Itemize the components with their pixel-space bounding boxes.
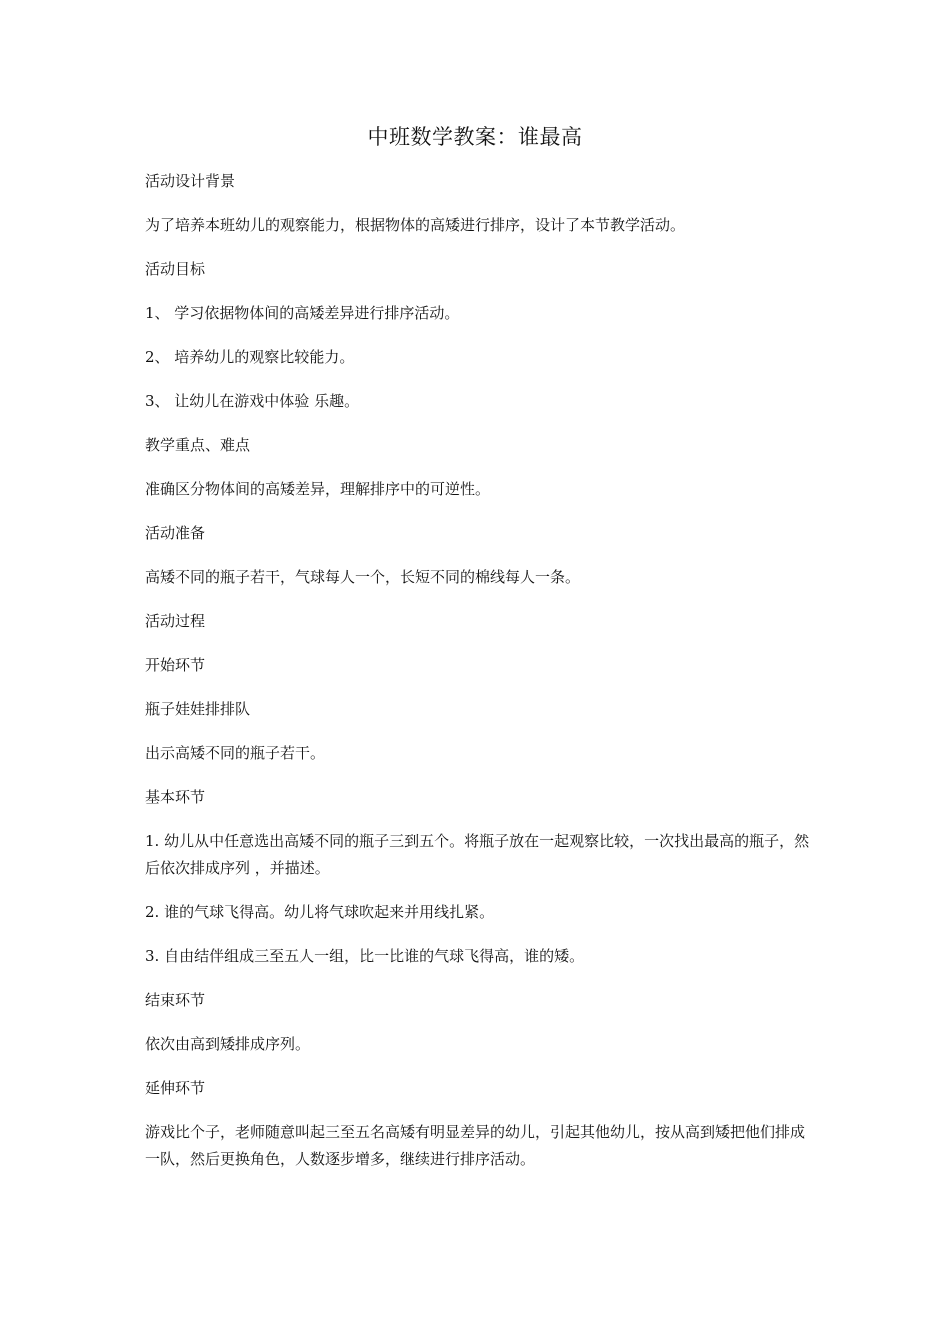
objective-1: 1、 学习依据物体间的高矮差异进行排序活动。: [145, 304, 460, 322]
paragraph-background: 为了培养本班幼儿的观察能力，根据物体的高矮进行排序，设计了本节教学活动。: [145, 216, 686, 234]
basic-step-1: 1. 幼儿从中任意选出高矮不同的瓶子三到五个。将瓶子放在一起观察比较，一次找出最高的瓶子，然后依次排成序列 ，并描述。: [145, 832, 810, 877]
objective-2: 2、 培养幼儿的观察比较能力。: [145, 348, 355, 366]
paragraph-closing: 依次由高到矮排成序列。: [145, 1035, 311, 1053]
heading-background: 活动设计背景: [145, 172, 236, 190]
paragraph-show-bottles: 出示高矮不同的瓶子若干。: [145, 744, 326, 762]
heading-key-points: 教学重点、难点: [145, 436, 251, 454]
heading-preparation: 活动准备: [145, 524, 206, 542]
heading-extension: 延伸环节: [145, 1079, 206, 1097]
heading-objectives: 活动目标: [145, 260, 206, 278]
objective-3: 3、 让幼儿在游戏中体验 乐趣。: [145, 392, 360, 410]
heading-opening: 开始环节: [145, 656, 206, 674]
basic-step-3: 3. 自由结伴组成三至五人一组，比一比谁的气球飞得高，谁的矮。: [145, 947, 585, 965]
basic-step-2: 2. 谁的气球飞得高。幼儿将气球吹起来并用线扎紧。: [145, 903, 495, 921]
heading-basic: 基本环节: [145, 788, 206, 806]
heading-process: 活动过程: [145, 612, 206, 630]
document-title: 中班数学教案：谁最高: [367, 125, 583, 149]
paragraph-preparation: 高矮不同的瓶子若干，气球每人一个，长短不同的棉线每人一条。: [145, 568, 581, 586]
paragraph-bottle-game: 瓶子娃娃排排队: [145, 700, 251, 718]
paragraph-extension: 游戏比个子，老师随意叫起三至五名高矮有明显差异的幼儿，引起其他幼儿，按从高到矮把他们排成一队，然后更换角色，人数逐步增多，继续进行排序活动。: [145, 1123, 806, 1168]
paragraph-key-points: 准确区分物体间的高矮差异，理解排序中的可逆性。: [145, 480, 491, 498]
heading-closing: 结束环节: [145, 991, 206, 1009]
